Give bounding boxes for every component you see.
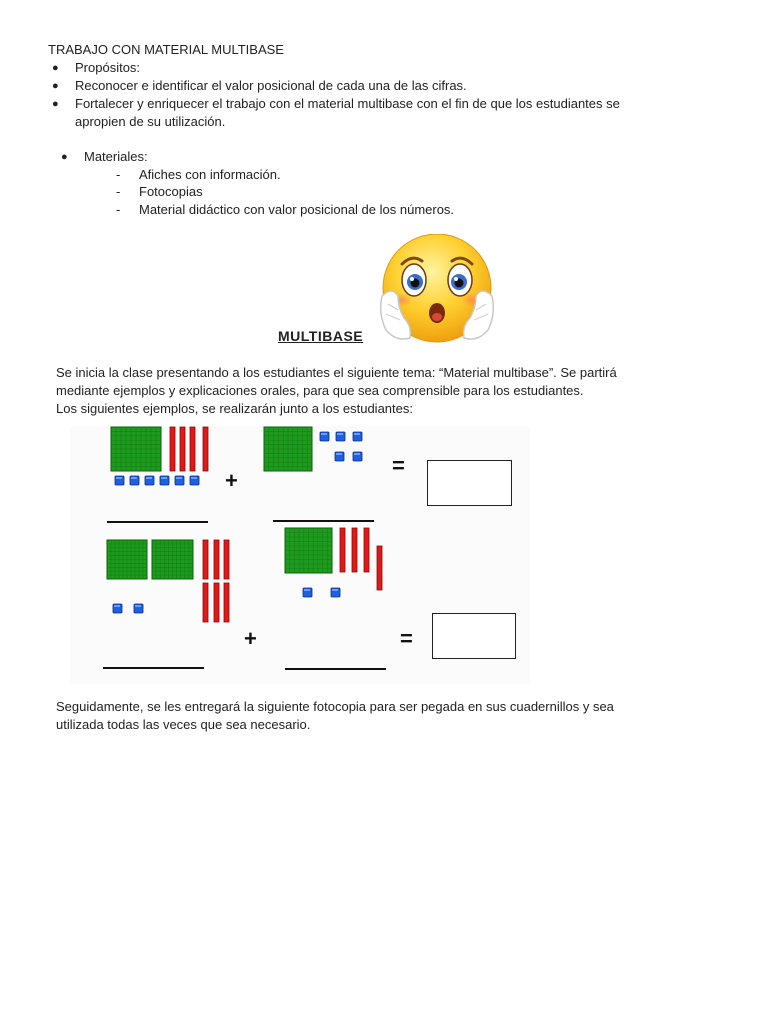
- dash-icon: -: [116, 184, 121, 199]
- dash-icon: -: [116, 202, 121, 217]
- proposito-item-2: Fortalecer y enriquecer el trabajo con el material multibase con el fin de que los estudiantes se: [75, 96, 620, 111]
- answer-box-1[interactable]: [427, 460, 512, 506]
- document-title: TRABAJO CON MATERIAL MULTIBASE: [48, 42, 284, 57]
- ten-rod-block: [364, 528, 369, 572]
- ten-rod-block: [170, 427, 175, 471]
- propositos-label: Propósitos:: [75, 60, 141, 75]
- ten-rod-block: [203, 583, 208, 622]
- material-item-2: Fotocopias: [139, 184, 203, 199]
- ten-rod-block: [203, 540, 208, 579]
- intro-line-1: Se inicia la clase presentando a los estudiantes el siguiente tema: “Material multibase”. Se partirá: [56, 365, 617, 380]
- bullet-icon: ●: [52, 80, 59, 92]
- plus-sign: +: [244, 626, 257, 651]
- dash-icon: -: [116, 167, 121, 182]
- ten-rod-block: [224, 540, 229, 579]
- bullet-icon: ●: [52, 98, 59, 110]
- bullet-icon: ●: [52, 62, 59, 74]
- section-heading: MULTIBASE: [278, 328, 364, 344]
- intro-line-2: mediante ejemplos y explicaciones orales, para que sea comprensible para los estudiantes.: [56, 383, 584, 398]
- ten-rod-block: [214, 540, 219, 579]
- proposito-item-1: Reconocer e identificar el valor posicional de cada una de las cifras.: [75, 78, 467, 93]
- answer-box-2[interactable]: [432, 613, 516, 659]
- material-item-3: Material didáctico con valor posicional de los números.: [139, 202, 455, 217]
- equals-sign: =: [392, 453, 405, 478]
- equals-sign: =: [400, 626, 413, 651]
- ten-rod-block: [340, 528, 345, 572]
- answer-line: [103, 667, 204, 669]
- ten-rod-block: [190, 427, 195, 471]
- materiales-label: Materiales:: [84, 149, 148, 164]
- plus-sign: +: [225, 468, 238, 493]
- ten-rod-block: [214, 583, 219, 622]
- ten-rod-block: [377, 546, 382, 590]
- answer-line: [107, 521, 208, 523]
- material-item-1: Afiches con información.: [139, 167, 281, 182]
- closing-line-1: Seguidamente, se les entregará la siguiente fotocopia para ser pegada en sus cuadernillos y sea: [56, 699, 614, 714]
- answer-line: [285, 668, 386, 670]
- proposito-item-2-continued: apropien de su utilización.: [75, 114, 226, 129]
- answer-line: [273, 520, 374, 522]
- ten-rod-block: [352, 528, 357, 572]
- bullet-icon: ●: [61, 151, 68, 163]
- intro-line-3: Los siguientes ejemplos, se realizarán junto a los estudiantes:: [56, 401, 413, 416]
- closing-line-2: utilizada todas las veces que sea necesario.: [56, 717, 311, 732]
- ten-rod-block: [180, 427, 185, 471]
- ten-rod-block: [203, 427, 208, 471]
- ten-rod-block: [224, 583, 229, 622]
